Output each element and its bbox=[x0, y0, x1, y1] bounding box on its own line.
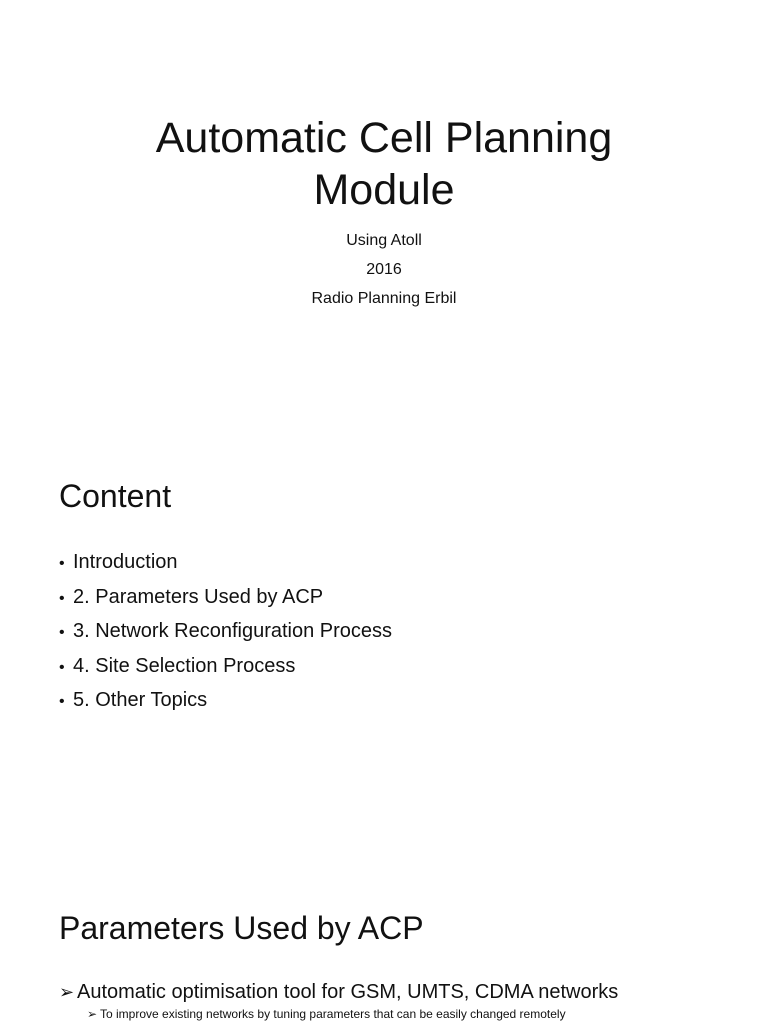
subtitle-line: Using Atoll bbox=[346, 232, 422, 249]
title-line: Module bbox=[313, 166, 455, 214]
list-item-text: 3. Network Reconfiguration Process bbox=[73, 620, 393, 642]
sub-item bbox=[87, 1006, 618, 1022]
list-item bbox=[59, 581, 392, 616]
slide-title bbox=[0, 112, 768, 216]
list-item bbox=[59, 650, 392, 685]
bullet-list bbox=[59, 546, 392, 719]
subtitle-line: 2016 bbox=[366, 261, 402, 278]
bullet-icon: • bbox=[59, 555, 65, 572]
subtitle-line: Radio Planning Erbil bbox=[311, 290, 457, 307]
arrow-bullet-icon: ➢ bbox=[87, 1007, 98, 1021]
slide-heading: Parameters Used by ACP bbox=[59, 910, 424, 946]
list-item bbox=[59, 978, 618, 1022]
list-item-text: 4. Site Selection Process bbox=[73, 654, 296, 677]
bullet-icon: • bbox=[59, 693, 65, 710]
arrow-list bbox=[59, 978, 618, 1022]
title-slide bbox=[0, 0, 768, 432]
parameters-slide bbox=[0, 864, 768, 1024]
list-item-text: 5. Other Topics bbox=[73, 689, 208, 711]
arrow-item bbox=[59, 978, 618, 1006]
slide-heading: Content bbox=[59, 478, 172, 514]
list-item-text: 2. Parameters Used by ACP bbox=[73, 585, 324, 608]
sub-item-text: To improve existing networks by tuning parameters that can be easily changed remotely bbox=[100, 1007, 566, 1021]
content-slide bbox=[0, 432, 768, 864]
slide-subtitle bbox=[0, 226, 768, 313]
bullet-icon: • bbox=[59, 589, 65, 607]
bullet-icon: • bbox=[59, 624, 65, 641]
arrow-bullet-icon: ➢ bbox=[59, 982, 75, 1002]
list-item-text: Introduction bbox=[73, 551, 178, 573]
title-line: Automatic Cell Planning bbox=[155, 114, 613, 162]
list-item bbox=[59, 615, 392, 650]
bullet-icon: • bbox=[59, 658, 65, 676]
list-item-text: Automatic optimisation tool for GSM, UMTS, CDMA networks bbox=[77, 981, 619, 1003]
list-item bbox=[59, 546, 392, 581]
list-item bbox=[59, 684, 392, 719]
